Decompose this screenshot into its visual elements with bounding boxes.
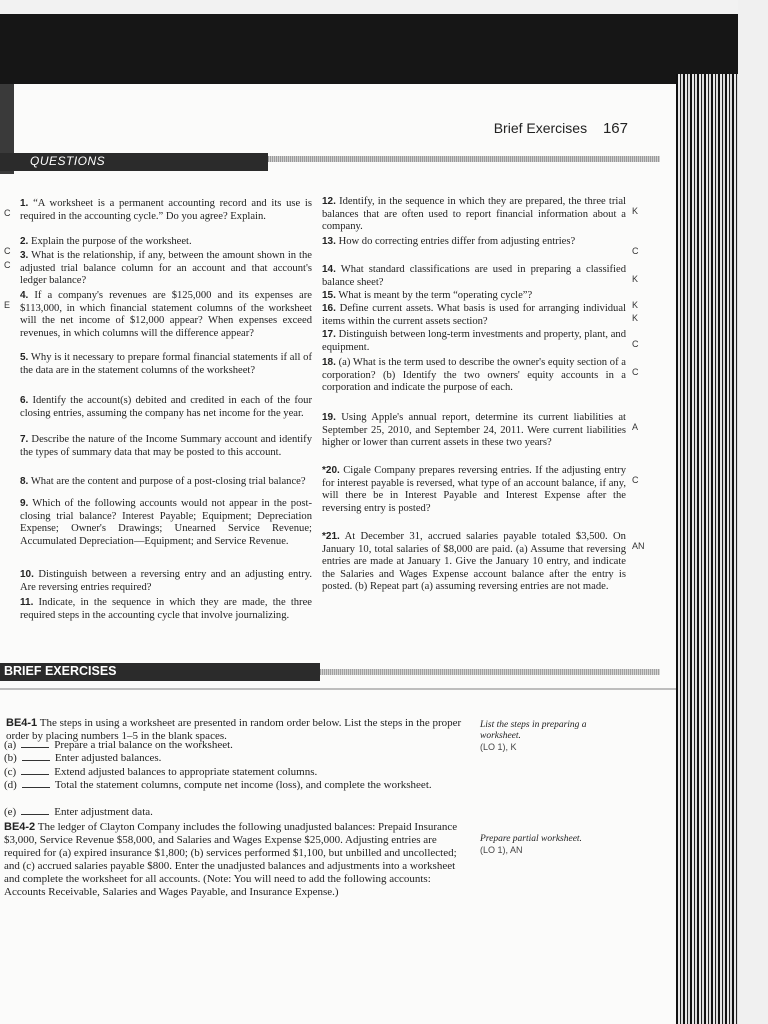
step-item: [4, 739, 464, 751]
question-skill-tag: C: [4, 260, 11, 270]
brief-rule: [320, 669, 660, 675]
question-number: 5.: [20, 352, 29, 363]
be4-1-side-note: [480, 720, 620, 753]
question-text: What standard classifications are used in preparing a classified balance sheet?: [322, 264, 626, 288]
question-14: [322, 264, 626, 289]
question-number: 9.: [20, 498, 29, 509]
question-skill-tag: K: [632, 300, 639, 310]
question-skill-tag: C: [632, 339, 639, 349]
question-text: Identify the account(s) debited and credited in each of the four closing entries, assuming the company has net income for the year.: [20, 395, 313, 419]
step-text: Extend adjusted balances to appropriate statement columns.: [54, 766, 318, 778]
running-header: [494, 120, 628, 137]
answer-blank[interactable]: [21, 747, 49, 748]
question-9: [20, 498, 312, 548]
question-7: [20, 434, 312, 459]
question-number: 12.: [322, 196, 336, 207]
question-text: Which of the following accounts would not appear in the post-closing trial balance? Interest Payable; Equipment; Depreciation Expense; Owner's Drawings; Unearned Service Revenue; Accumulated Depreciation—Equipment; and Service Revenue.: [20, 498, 312, 547]
question-4: [20, 290, 312, 340]
header-title: Brief Exercises: [493, 120, 588, 136]
question-text: Indicate, in the sequence in which they are made, the three required steps in the accounting cycle that involve journalizing.: [20, 597, 312, 621]
question-20: [322, 465, 626, 515]
question-3: [20, 250, 312, 288]
step-text: Enter adjustment data.: [54, 806, 153, 818]
question-text: “A worksheet is a permanent accounting record and its use is required in the accounting cycle.” Do you agree? Explain.: [20, 198, 312, 222]
question-text: Distinguish between long-term investments and property, plant, and equipment.: [322, 329, 626, 353]
question-skill-tag: E: [4, 300, 11, 310]
be4-2: [4, 821, 468, 899]
question-6: [20, 395, 312, 420]
step-item: [4, 766, 464, 778]
question-text: Explain the purpose of the worksheet.: [31, 236, 192, 247]
question-text: Cigale Company prepares reversing entries. If the adjusting entry for interest payable is reversed, what type of an account balance, if any, will there be in Interest Payable and Interest Expense after the reversing entry is posted?: [322, 465, 626, 514]
question-17: [322, 329, 626, 354]
question-11: [20, 597, 312, 622]
be4-2-label: BE4-2: [4, 821, 36, 833]
question-text: Describe the nature of the Income Summary account and identify the types of summary data that may be posted to this account.: [20, 434, 312, 458]
question-skill-tag: AN: [632, 541, 645, 551]
question-number: 15.: [322, 290, 336, 301]
question-12: [322, 196, 626, 234]
question-number: 16.: [322, 303, 336, 314]
question-text: Distinguish between a reversing entry and an adjusting entry. Are reversing entries required?: [20, 569, 312, 593]
be4-1-text: The steps in using a worksheet are presented in random order below. List the steps in the proper order by placing numbers 1–5 in the blank spaces.: [6, 717, 462, 742]
step-marker: (a): [4, 739, 17, 751]
question-2: [20, 236, 312, 249]
answer-blank[interactable]: [21, 774, 49, 775]
step-text: Prepare a trial balance on the worksheet.: [54, 739, 233, 751]
divider: [0, 688, 676, 690]
question-skill-tag: C: [4, 246, 11, 256]
step-marker: (d): [4, 779, 17, 791]
be4-2-learning-objective: (LO 1), AN: [480, 845, 523, 855]
question-number: 3.: [20, 250, 29, 261]
step-item: [4, 806, 464, 818]
question-number: 14.: [322, 264, 336, 275]
be4-2-side-note: [480, 834, 620, 856]
question-skill-tag: C: [632, 475, 639, 485]
step-marker: (e): [4, 806, 17, 818]
question-number: 17.: [322, 329, 336, 340]
answer-blank[interactable]: [22, 787, 50, 788]
question-19: [322, 412, 626, 450]
question-number: 18.: [322, 357, 336, 368]
question-skill-tag: K: [632, 274, 639, 284]
question-text: Define current assets. What basis is used for arranging individual items within the current assets section?: [322, 303, 626, 327]
step-text: Enter adjusted balances.: [54, 752, 162, 764]
question-number: 10.: [20, 569, 34, 580]
page-number: 167: [602, 120, 628, 137]
question-text: At December 31, accrued salaries payable totaled $3,500. On January 10, total salaries of $8,000 are paid. (a) Assume that reversing entries are made at January 1. Give the January 10 entry, and indicate the Salaries and Wages Expense account balance after the entry is posted. (b) Repeat part (a) assuming reversing entries are not made.: [322, 531, 626, 593]
question-13: [322, 236, 626, 249]
question-10: [20, 569, 312, 594]
answer-blank[interactable]: [22, 760, 50, 761]
question-skill-tag: C: [632, 246, 639, 256]
question-text: Using Apple's annual report, determine its current liabilities at September 25, 2010, and September 24, 2011. Were current liabilities higher or lower than current assets in these two years?: [322, 412, 627, 449]
page-edges: [676, 74, 738, 1024]
question-text: How do correcting entries differ from adjusting entries?: [338, 236, 576, 247]
step-marker: (c): [4, 766, 17, 778]
scan-margin: [0, 0, 768, 14]
question-number: *21.: [322, 531, 340, 542]
question-number: 19.: [322, 412, 336, 423]
question-8: [20, 476, 312, 489]
scan-border-right: [738, 0, 768, 1024]
question-number: 4.: [20, 290, 29, 301]
questions-title: QUESTIONS: [30, 154, 106, 168]
question-number: 6.: [20, 395, 29, 406]
question-skill-tag: C: [4, 208, 11, 218]
step-item: [4, 779, 464, 791]
question-text: If a company's revenues are $125,000 and its expenses are $113,000, in which financial statement columns of the worksheet will the net income of $12,000 appear? When expenses exceed revenues, in which columns will the difference appear?: [20, 290, 312, 339]
step-text: Total the statement columns, compute net income (loss), and complete the worksheet.: [54, 779, 432, 791]
be4-1-label: BE4-1: [6, 717, 38, 729]
brief-exercises-bar: [0, 663, 320, 681]
question-number: 7.: [20, 434, 29, 445]
question-number: 11.: [20, 597, 34, 608]
question-text: Identify, in the sequence in which they are prepared, the three trial balances that are often used to report financial information about a company.: [322, 196, 626, 233]
question-skill-tag: K: [632, 206, 639, 216]
question-5: [20, 352, 312, 377]
section-rule: [268, 156, 660, 162]
question-text: What is the relationship, if any, between the amount shown in the adjusted trial balance column for an account and that account's ledger balance?: [20, 250, 312, 287]
answer-blank[interactable]: [21, 814, 49, 815]
question-1: [20, 198, 312, 223]
question-number: 2.: [20, 236, 29, 247]
question-number: 1.: [20, 198, 29, 209]
be4-1-side-text: List the steps in preparing a worksheet.: [480, 720, 587, 741]
question-text: Why is it necessary to prepare formal financial statements if all of the data are in the statement columns of the worksheet?: [20, 352, 312, 376]
question-skill-tag: A: [632, 422, 639, 432]
question-skill-tag: C: [632, 367, 639, 377]
question-number: *20.: [322, 465, 340, 476]
question-18: [322, 357, 626, 395]
question-15: [322, 290, 626, 303]
question-number: 13.: [322, 236, 336, 247]
question-skill-tag: K: [632, 313, 639, 323]
brief-exercises-title: BRIEF EXERCISES: [4, 664, 117, 678]
questions-section-bar: [0, 153, 268, 171]
question-text: (a) What is the term used to describe the owner's equity section of a corporation? (b) Identify the two owners' equity accounts in a corporation and indicate the purpose of each.: [322, 357, 626, 394]
question-text: What are the content and purpose of a post-closing trial balance?: [30, 476, 306, 487]
be4-1-learning-objective: (LO 1), K: [480, 742, 517, 752]
question-16: [322, 303, 626, 328]
be4-2-text: The ledger of Clayton Company includes the following unadjusted balances: Prepaid Insurance $3,000, Service Revenue $58,000, and Salaries and Wages Expense $25,000. Adjusting entries are required for (a) expired insurance $1,800; (b) services performed $1,100, but unbilled and uncollected; and (c) accrued salaries payable $800. Enter the unadjusted balances and adjustments into a worksheet and complete the worksheet for all accounts. (Note: You will need to add the following accounts: Accounts Receivable, Salaries and Wages Payable, and Insurance Expense.): [4, 821, 458, 898]
question-21: [322, 531, 626, 594]
question-number: 8.: [20, 476, 29, 487]
question-text: What is meant by the term “operating cycle”?: [338, 290, 533, 301]
step-marker: (b): [4, 752, 17, 764]
step-item: [4, 752, 464, 764]
be4-2-side-text: Prepare partial worksheet.: [480, 834, 582, 844]
